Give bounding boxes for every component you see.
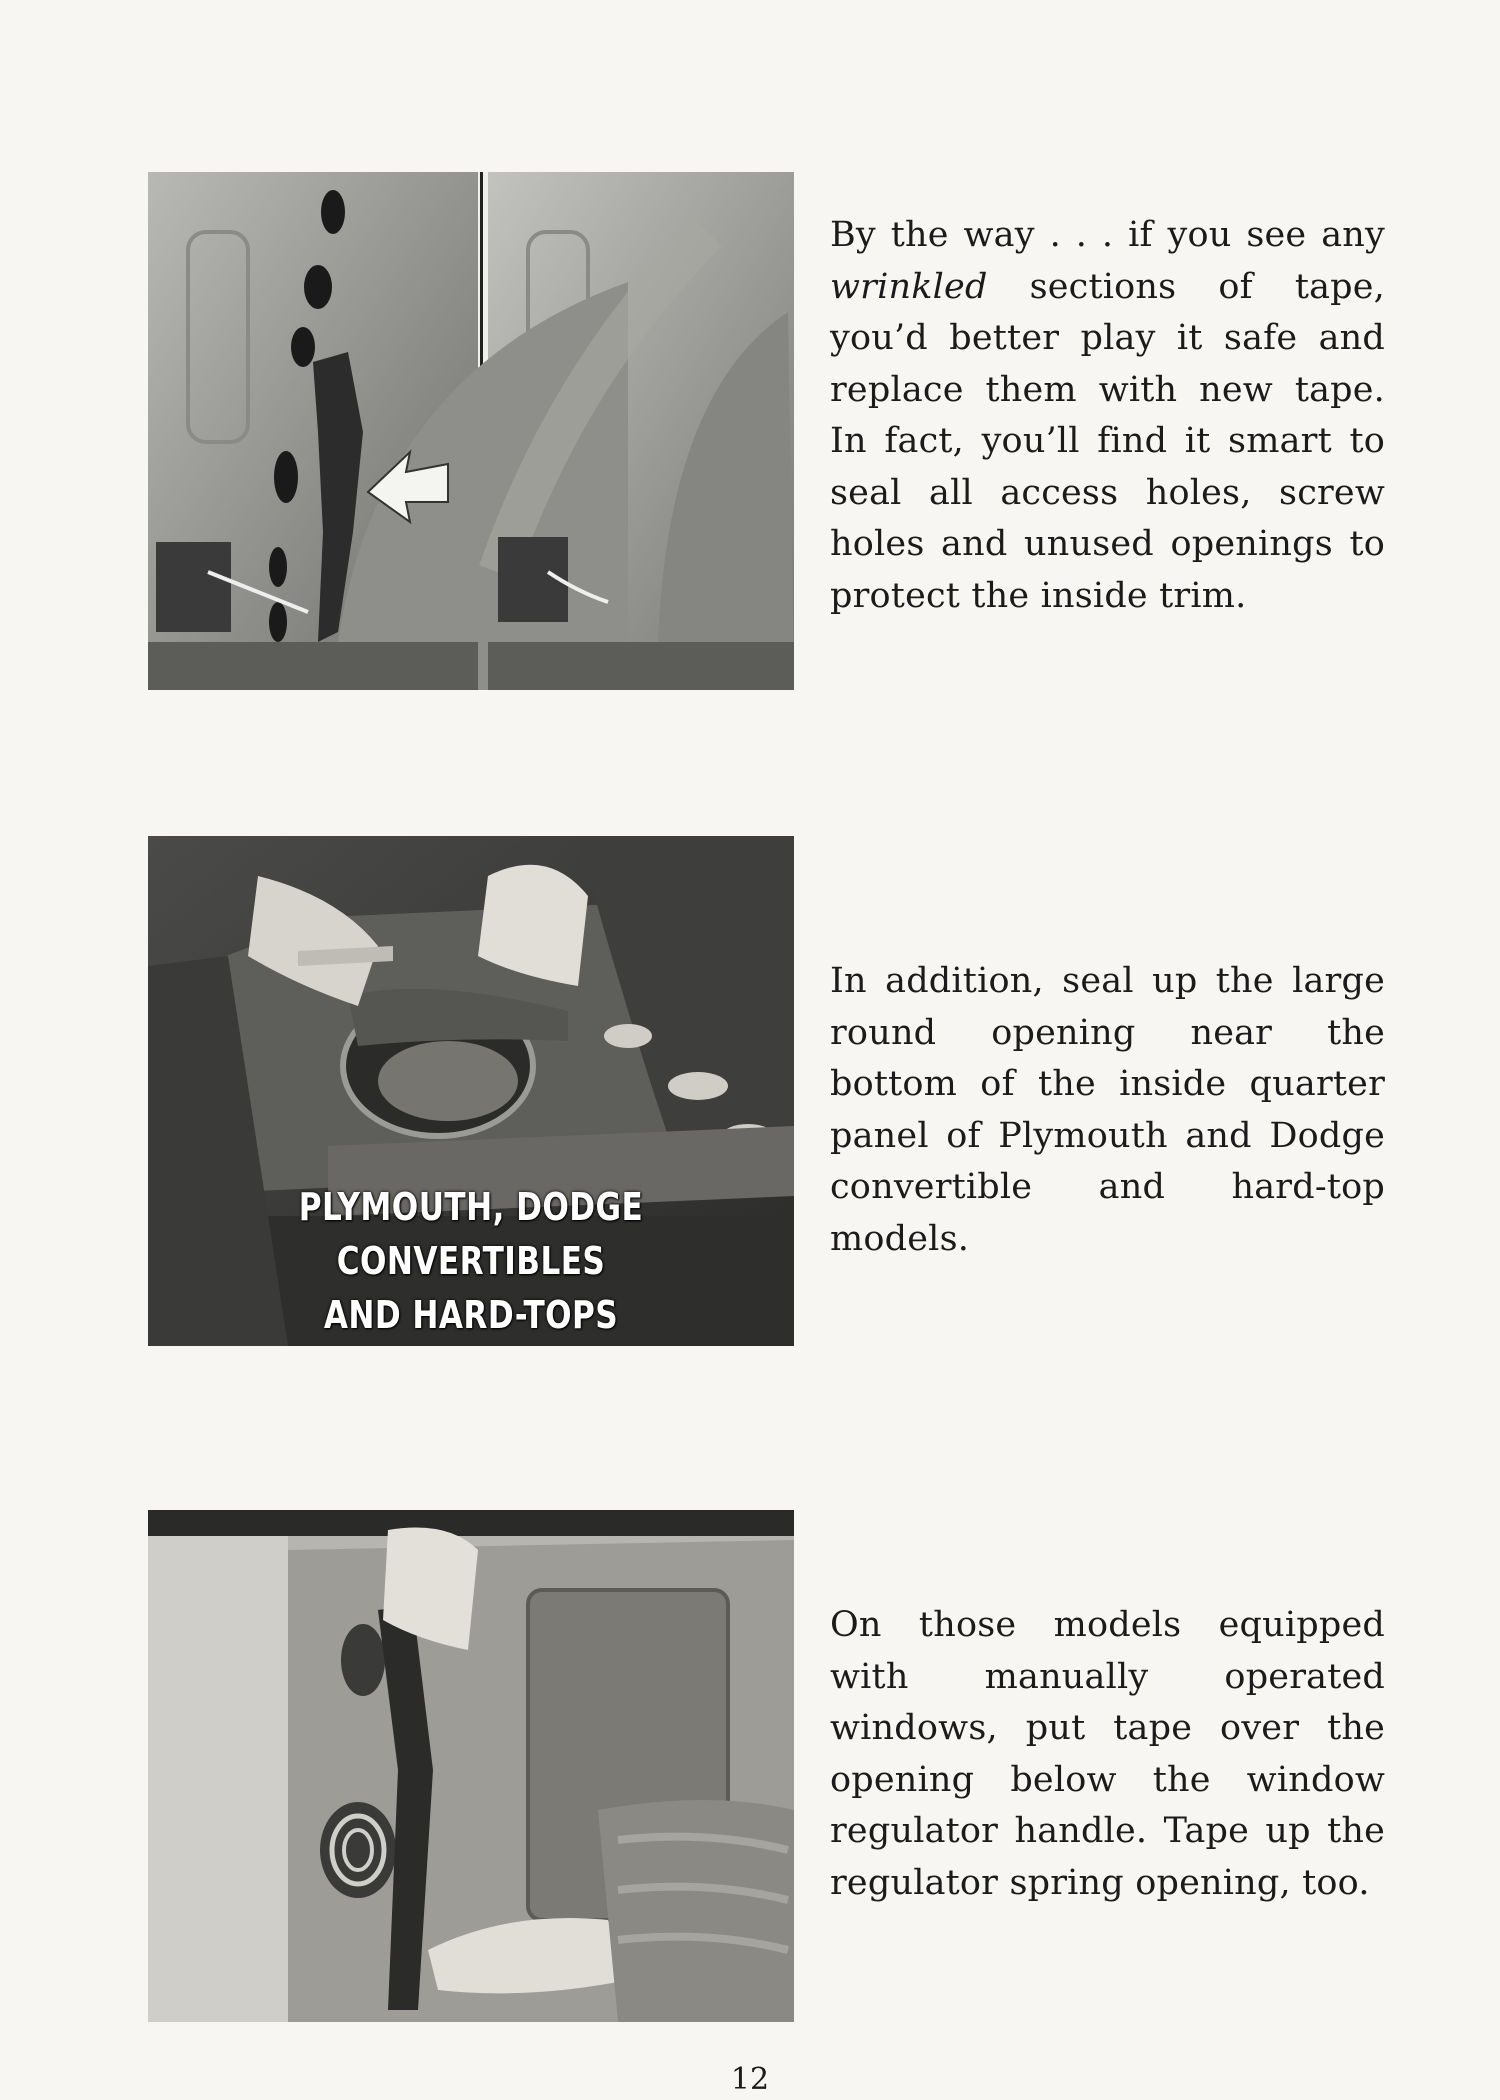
paragraph-text: sections of tape, you’d better play it safe and replace them with new tape. In fact, you’ll find it smart to seal all access holes, screw holes and unused openings to protect the inside trim. (830, 266, 1385, 616)
paragraph-text: On those models equipped with manually operated windows, put tape over the opening below the window regulator handle. Tape up the regulator spring opening, too. (830, 1605, 1385, 1903)
photo-window-regulator-taping (148, 1510, 794, 2022)
photo-window-regulator-illustration (148, 1510, 794, 2022)
page-number: 12 (730, 2062, 770, 2097)
photo-quarter-panel-opening (148, 836, 794, 1346)
paragraph-wrinkled-tape (830, 210, 1385, 622)
paragraph-quarter-panel (830, 956, 1385, 1265)
photo-caption-line2: AND HARD-TOPS (323, 1293, 619, 1337)
emphasis-text: wrinkled (830, 266, 988, 307)
photo-caption-line1: PLYMOUTH, DODGE CONVERTIBLES (298, 1185, 644, 1283)
paragraph-window-regulator (830, 1600, 1385, 1909)
paragraph-text: In addition, seal up the large round opening near the bottom of the inside quarter panel of Plymouth and Dodge convertible and hard-top models. (830, 961, 1385, 1259)
photo-caption (206, 1180, 736, 1346)
photo-wrinkled-tape-door-panel (148, 172, 794, 690)
photo-wrinkled-tape-illustration (148, 172, 794, 690)
paragraph-text: By the way . . . if you see any (830, 215, 1385, 255)
